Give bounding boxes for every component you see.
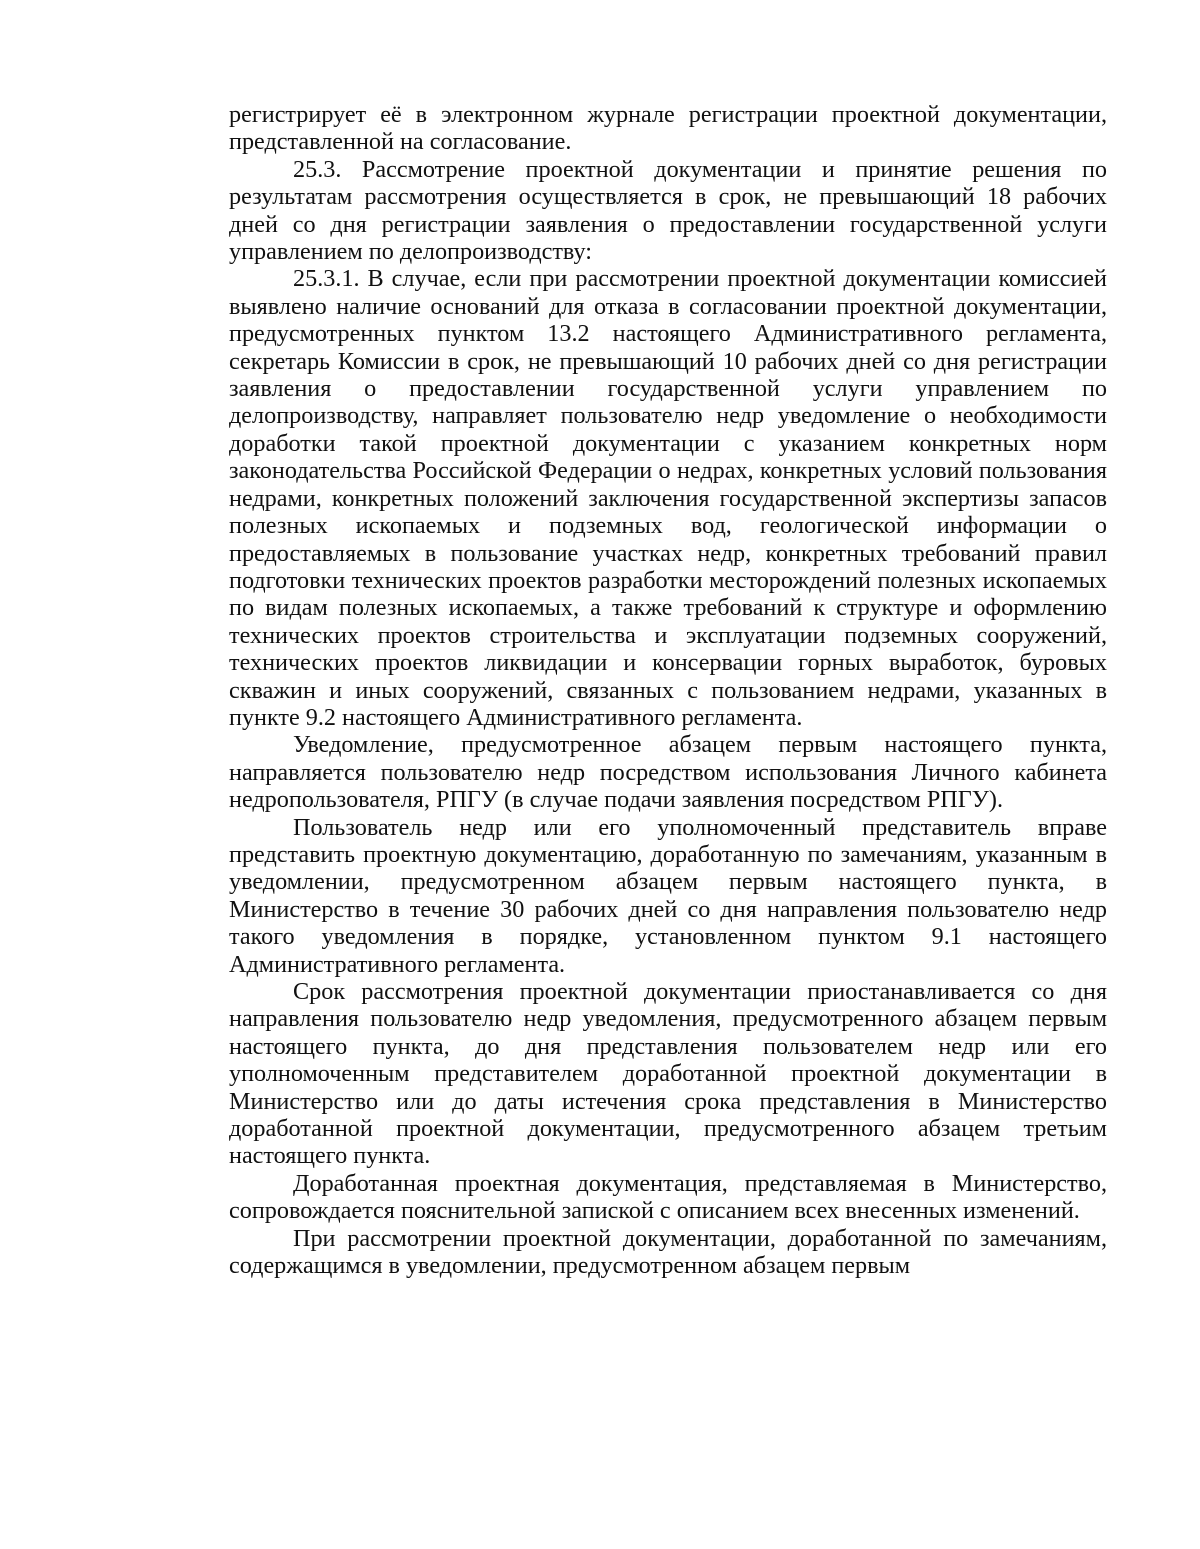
paragraph-suspension-term: Срок рассмотрения проектной документации приостанавливается со дня направления пользователю недр уведомления, предусмотренного абзацем первым настоящего пункта, до дня представления пользователем недр или его уполномоченным представителем доработанной проектной документации в Министерство или до даты истечения срока представления в Министерство доработанной проектной документации, предусмотренного абзацем третьим настоящего пункта. <box>229 978 1107 1170</box>
paragraph-revised-docs: Доработанная проектная документация, представляемая в Министерство, сопровождается пояснительной запиской с описанием всех внесенных изменений. <box>229 1169 1107 1225</box>
paragraph-notification: Уведомление, предусмотренное абзацем первым настоящего пункта, направляется пользователю недр посредством использования Личного кабинета недропользователя, РПГУ (в случае подачи заявления посредством РПГУ). <box>229 731 1107 814</box>
paragraph-review-revised: При рассмотрении проектной документации, доработанной по замечаниям, содержащимся в уведомлении, предусмотренном абзацем первым <box>229 1224 1107 1280</box>
paragraph-25-3: 25.3. Рассмотрение проектной документации и принятие решения по результатам рассмотрения осуществляется в срок, не превышающий 18 рабочих дней со дня регистрации заявления о предоставлении государственной услуги управлением по делопроизводству: <box>229 155 1107 266</box>
paragraph-continuation: регистрирует её в электронном журнале регистрации проектной документации, представленной на согласование. <box>229 101 1107 156</box>
paragraph-user-rights: Пользователь недр или его уполномоченный представитель вправе представить проектную документацию, доработанную по замечаниям, указанным в уведомлении, предусмотренном абзацем первым настоящего пункта, в Министерство в течение 30 рабочих дней со дня направления пользователю недр такого уведомления в порядке, установленном пунктом 9.1 настоящего Административного регламента. <box>229 813 1107 978</box>
paragraph-25-3-1: 25.3.1. В случае, если при рассмотрении проектной документации комиссией выявлено наличие оснований для отказа в согласовании проектной документации, предусмотренных пунктом 13.2 настоящего Административного регламента, секретарь Комиссии в срок, не превышающий 10 рабочих дней со дня регистрации заявления о предоставлении государственной услуги управлением по делопроизводству, направляет пользователю недр уведомление о необходимости доработки такой проектной документации с указанием конкретных норм законодательства Российской Федерации о недрах, конкретных условий пользования недрами, конкретных положений заключения государственной экспертизы запасов полезных ископаемых и подземных вод, геологической информации о предоставляемых в пользование участках недр, конкретных требований правил подготовки технических проектов разработки месторождений полезных ископаемых по видам полезных ископаемых, а также требований к структуре и оформлению технических проектов строительства и эксплуатации подземных сооружений, технических проектов ликвидации и консервации горных выработок, буровых скважин и иных сооружений, связанных с пользованием недрами, указанных в пункте 9.2 настоящего Административного регламента. <box>229 265 1107 731</box>
document-page <box>229 101 1107 1279</box>
